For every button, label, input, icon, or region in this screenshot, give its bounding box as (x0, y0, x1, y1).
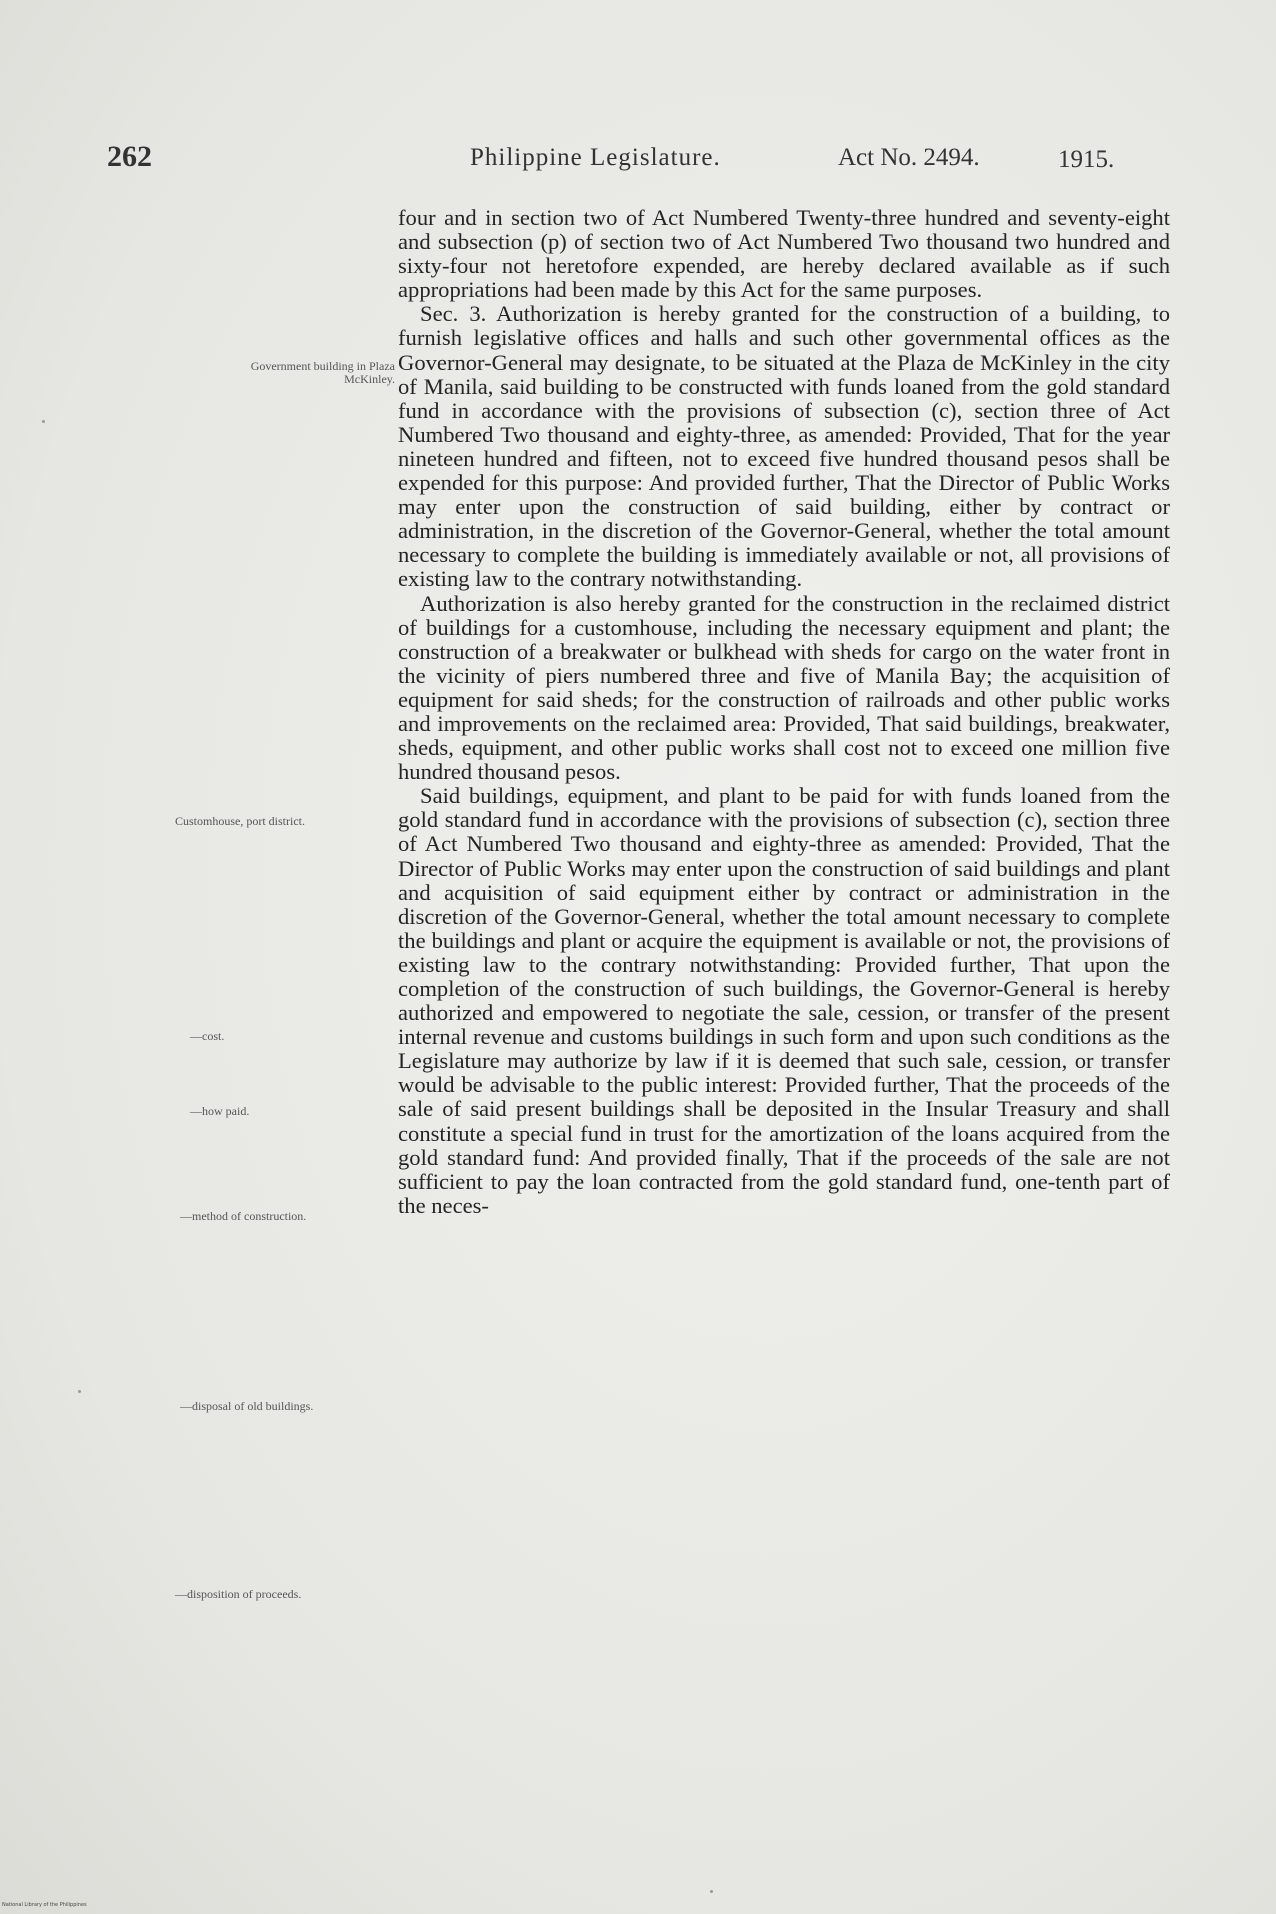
margin-note-how-paid: —how paid. (190, 1104, 250, 1118)
scan-speck (78, 1390, 81, 1393)
margin-note-disposition-of-proceeds: —disposition of proceeds. (175, 1587, 302, 1601)
library-footer: National Library of the Philippines (2, 1902, 87, 1908)
paragraph-customhouse: Authorization is also hereby granted for the construction in the reclaimed district of buildings for a customhouse, including the necessary equipment and plant; the construction of a breakwater or bulkhead with sheds for cargo on the water front in the vicinity of piers numbered three and five of Manila Bay; the acquisition of equipment for said sheds; for the construction of railroads and other public works and improvements on the reclaimed area: Provided, That said buildings, breakwater, sheds, equipment, and other public works shall cost not to exceed one million five hundred thousand pesos. (398, 590, 1170, 785)
paragraph-section-3: Sec. 3. Authorization is hereby granted for the construction of a building, to furnish legislative offices and halls and such other governmental offices as the Governor-General may designate, to be situated at the Plaza de McKinley in the city of Manila, said building to be constructed with funds loaned from the gold standard fund in accordance with the provisions of subsection (c), section three of Act Numbered Two thousand and eighty-three, as amended: Provided, That for the year nineteen hundred and fifteen, not to exceed five hundred thousand pesos shall be expended for this purpose: And provided further, That the Director of Public Works may enter upon the construction of said building, either by contract or administration, in the discretion of the Governor-General, whether the total amount necessary to complete the building is immediately available or not, all provisions of existing law to the contrary notwithstanding. (398, 301, 1170, 592)
margin-note-method-of-construction: —method of construction. (180, 1209, 307, 1223)
act-number: Act No. 2494. (838, 144, 980, 171)
margin-note-government-building: Government building in Plaza McKinley. (250, 359, 395, 386)
margin-note-disposal-of-old-buildings: —disposal of old buildings. (180, 1399, 314, 1413)
margin-note-customhouse: Customhouse, port district. (175, 814, 305, 828)
scan-speck (710, 1890, 713, 1893)
page-number: 262 (107, 140, 152, 173)
page-header (0, 140, 1276, 180)
margin-note-cost: —cost. (190, 1029, 225, 1043)
year: 1915. (1058, 146, 1115, 173)
paragraph-1: four and in section two of Act Numbered Twenty-three hundred and seventy-eight and subsection (p) of section two of Act Numbered Two thousand two hundred and sixty-four not heretofore expended, are hereby declared available as if such appropriations had been made by this Act for the same purposes. (398, 205, 1170, 303)
running-title: Philippine Legislature. (470, 144, 721, 171)
paragraph-payment: Said buildings, equipment, and plant to be paid for with funds loaned from the gold standard fund in accordance with the provisions of subsection (c), section three of Act Numbered Two thousand and eighty-three as amended: Provided, That the Director of Public Works may enter upon the construction of said buildings and plant and acquisition of said equipment either by contract or administration in the discretion of the Governor-General, whether the total amount necessary to complete the buildings and plant or acquire the equipment is available or not, the provisions of existing law to the contrary notwithstanding: Provided further, That upon the completion of the construction of such buildings, the Governor-General is hereby authorized and empowered to negotiate the sale, cession, or transfer of the present internal revenue and customs buildings in such form and upon such conditions as the Legislature may authorize by law if it is deemed that such sale, cession, or transfer would be advisable to the public interest: Provided further, That the proceeds of the sale of said present buildings shall be deposited in the Insular Treasury and shall constitute a special fund in trust for the amortization of the loans acquired from the gold standard fund: And provided finally, That if the proceeds of the sale are not sufficient to pay the loan contracted from the gold standard fund, one-tenth part of the neces- (398, 783, 1170, 1218)
body-text (398, 206, 1170, 1218)
scan-speck (42, 420, 45, 423)
